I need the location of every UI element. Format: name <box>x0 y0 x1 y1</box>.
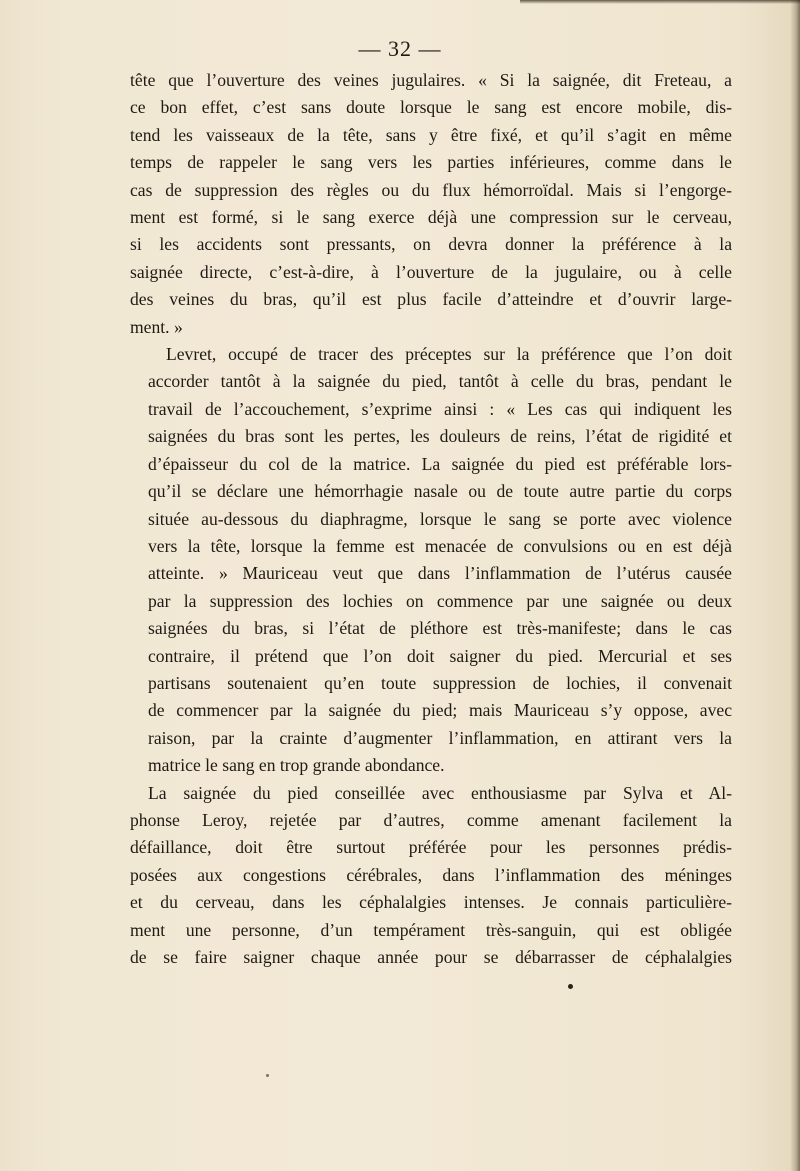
text-line: des veines du bras, qu’il est plus facile d’atteindre et d’ouvrir large- <box>130 289 732 310</box>
text-line: saignées du bras sont les pertes, les douleurs de reins, l’état de rigidité et <box>148 426 732 447</box>
text-line: phonse Leroy, rejetée par d’autres, comme amenant facilement la <box>130 809 732 830</box>
text-line: temps de rappeler le sang vers les parties inférieures, comme dans le <box>130 152 732 173</box>
text-line: ce bon effet, c’est sans doute lorsque le sang est encore mobile, dis- <box>130 97 732 118</box>
text-line: de commencer par la saignée du pied; mais Mauriceau s’y oppose, avec <box>148 700 732 721</box>
text-line: tête que l’ouverture des veines jugulaires. « Si la saignée, dit Freteau, a <box>130 70 732 90</box>
ink-speck <box>266 1074 269 1077</box>
text-line: matrice le sang en trop grande abondance. <box>148 755 445 776</box>
text-line: située au-dessous du diaphragme, lorsque le sang se porte avec violence <box>148 508 732 529</box>
text-line: d’épaisseur du col de la matrice. La saignée du pied est préférable lors- <box>148 453 732 474</box>
paragraph-freteau-quote <box>130 67 732 341</box>
text-line: posées aux congestions cérébrales, dans l’inflammation des méninges <box>130 864 732 885</box>
paragraph-levret <box>130 341 732 780</box>
text-line: saignée directe, c’est-à-dire, à l’ouverture de la jugulaire, ou à celle <box>130 261 732 282</box>
text-line: accorder tantôt à la saignée du pied, tantôt à celle du bras, pendant le <box>148 371 732 392</box>
text-line: cas de suppression des règles ou du flux hémorroïdal. Mais si l’engorge- <box>130 179 732 200</box>
text-line: travail de l’accouchement, s’exprime ainsi : « Les cas qui indiquent les <box>148 398 732 419</box>
text-line: La saignée du pied conseillée avec enthousiasme par Sylva et Al- <box>148 782 732 803</box>
page-number: — 32 — <box>358 36 442 61</box>
text-line: raison, par la crainte d’augmenter l’inflammation, en attirant vers la <box>148 727 732 748</box>
text-line: vers la tête, lorsque la femme est menacée de convulsions ou en est déjà <box>148 535 732 556</box>
text-line: défaillance, doit être surtout préférée pour les personnes prédis- <box>130 837 732 858</box>
text-line: Levret, occupé de tracer des préceptes sur la préférence que l’on doit <box>166 344 732 365</box>
text-line: de se faire saigner chaque année pour se débarrasser de céphalalgies <box>130 947 732 967</box>
text-line: et du cerveau, dans les céphalalgies intenses. Je connais particulière- <box>130 892 732 913</box>
ink-speck <box>568 984 573 989</box>
body-text <box>130 67 732 971</box>
text-line: par la suppression des lochies on commence par une saignée ou deux <box>148 590 732 611</box>
text-line: partisans soutenaient qu’en toute suppression de lochies, il convenait <box>148 672 732 693</box>
text-line: contraire, il prétend que l’on doit saigner du pied. Mercurial et ses <box>148 645 732 666</box>
text-line: si les accidents sont pressants, on devra donner la préférence à la <box>130 234 732 255</box>
text-line: tend les vaisseaux de la tête, sans y être fixé, et qu’il s’agit en même <box>130 124 732 145</box>
paragraph-saignee-du-pied <box>130 780 732 972</box>
page-top-shadow <box>520 0 800 4</box>
text-line: ment une personne, d’un tempérament très-sanguin, qui est obligée <box>130 919 732 940</box>
text-line: qu’il se déclare une hémorrhagie nasale ou de toute autre partie du corps <box>148 481 732 502</box>
page-binding-shadow <box>790 0 800 1171</box>
text-line: saignées du bras, si l’état de pléthore est très-manifeste; dans le cas <box>148 618 732 639</box>
text-line: atteinte. » Mauriceau veut que dans l’inflammation de l’utérus causée <box>148 563 732 584</box>
text-line: ment. » <box>130 316 183 337</box>
text-line: ment est formé, si le sang exerce déjà une compression sur le cerveau, <box>130 207 732 228</box>
